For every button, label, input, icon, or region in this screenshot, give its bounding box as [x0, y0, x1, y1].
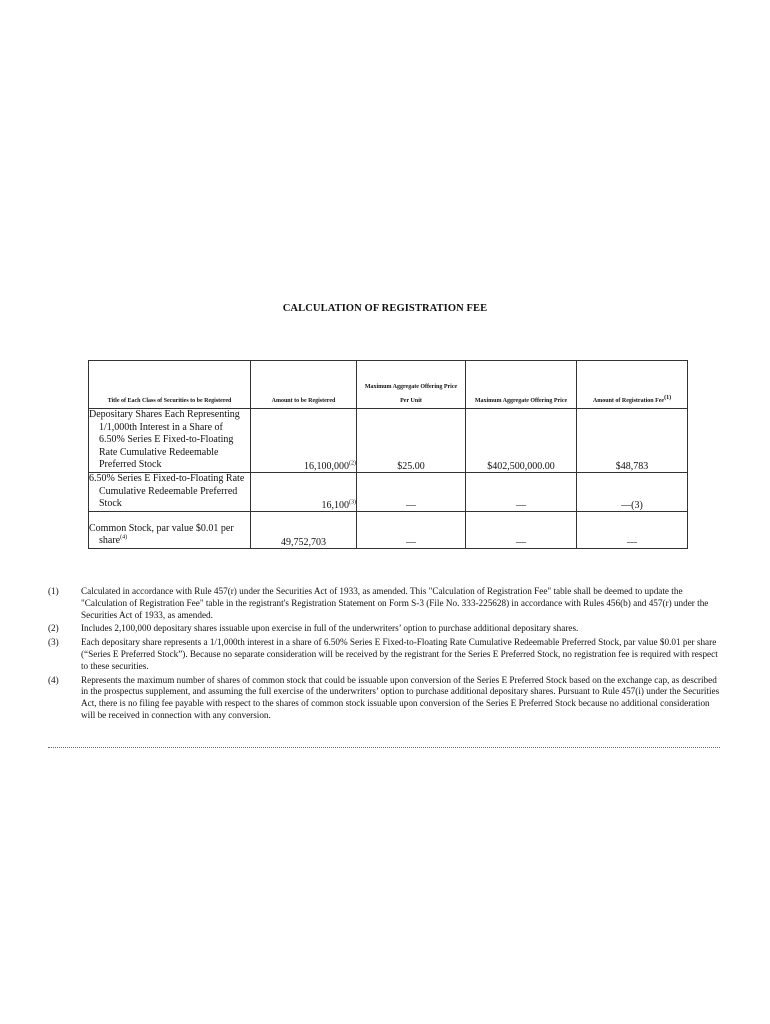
- footnotes: [48, 586, 720, 724]
- row-amount: 16,100,000$^{(2)}$: [251, 409, 357, 473]
- row-max-aggregate: —: [466, 511, 577, 548]
- row-amount: 16,100$^{(3)}$: [251, 472, 357, 511]
- footnote: [48, 675, 720, 722]
- footnote: [48, 637, 720, 672]
- table-row: [89, 511, 688, 548]
- footnote: [48, 586, 720, 621]
- header-registration-fee: Amount of Registration Fee$^{(1)}$: [577, 361, 688, 409]
- footnote-number: (4): [48, 674, 59, 685]
- dotted-divider: [48, 747, 720, 748]
- row-fee: —: [577, 511, 688, 548]
- row-max-aggregate: —: [466, 472, 577, 511]
- row-price-per-unit: —: [357, 511, 466, 548]
- footnote-text: Each depositary share represents a 1/1,000th interest in a share of 6.50% Series E Fixed-to-Floating Rate Cumulative Redeemable Preferred Stock, par value $0.01 per share (“Series E Preferred Stock”). Because no separate consideration will be received by the registrant for the Series E Preferred Stock, no registration fee is required with respect to these securities.: [81, 637, 718, 671]
- row-title: Depositary Shares Each Representing 1/1,000th Interest in a Share of 6.50% Series E Fixed-to-Floating Rate Cumulative Redeemable Preferred Stock: [89, 409, 251, 473]
- table-row: [89, 409, 688, 473]
- row-max-aggregate: $402,500,000.00: [466, 409, 577, 473]
- row-amount: 49,752,703: [251, 511, 357, 548]
- row-fee: —(3): [577, 472, 688, 511]
- row-title: Common Stock, par value $0.01 per share$^{(4)}$: [89, 511, 251, 548]
- header-price-per-unit: Maximum Aggregate Offering Price Per Unit: [357, 361, 466, 409]
- header-title-of-class: Title of Each Class of Securities to be Registered: [89, 361, 251, 409]
- table-header-row: [89, 361, 688, 409]
- header-max-aggregate: Maximum Aggregate Offering Price: [466, 361, 577, 409]
- footnote-text: Includes 2,100,000 depositary shares issuable upon exercise in full of the underwriters’ option to purchase additional depositary shares.: [81, 623, 579, 634]
- footnote: [48, 623, 720, 635]
- row-fee: $48,783: [577, 409, 688, 473]
- row-price-per-unit: $25.00: [357, 409, 466, 473]
- row-title: 6.50% Series E Fixed-to-Floating Rate Cumulative Redeemable Preferred Stock: [89, 472, 251, 511]
- document-title: CALCULATION OF REGISTRATION FEE: [282, 303, 488, 314]
- footnote-number: (2): [48, 623, 59, 634]
- table-row: [89, 472, 688, 511]
- header-amount-registered: Amount to be Registered: [251, 361, 357, 409]
- footnote-text: Calculated in accordance with Rule 457(r) under the Securities Act of 1933, as amended. This "Calculation of Registration Fee" table shall be deemed to update the "Calculation of Registration Fee" table in the registrant's Registration Statement on Form S-3 (File No. 333-225628) in accordance with Rules 456(b) and 457(r) under the Securities Act of 1933, as amended.: [81, 586, 709, 620]
- registration-fee-table: [88, 360, 688, 549]
- footnote-number: (3): [48, 637, 59, 648]
- footnote-number: (1): [48, 586, 59, 596]
- row-price-per-unit: —: [357, 472, 466, 511]
- footnote-text: Represents the maximum number of shares of common stock that could be issuable upon conversion of the Series E Preferred Stock based on the exchange cap, as described in the prospectus supplement, and assuming the full exercise of the underwriters’ option to purchase additional depositary shares. Pursuant to Rule 457(i) under the Securities Act, there is no filing fee payable with respect to the shares of common stock issuable upon conversion of the Series E Preferred Stock because no additional consideration will be received in connection with any conversion.: [81, 674, 720, 720]
